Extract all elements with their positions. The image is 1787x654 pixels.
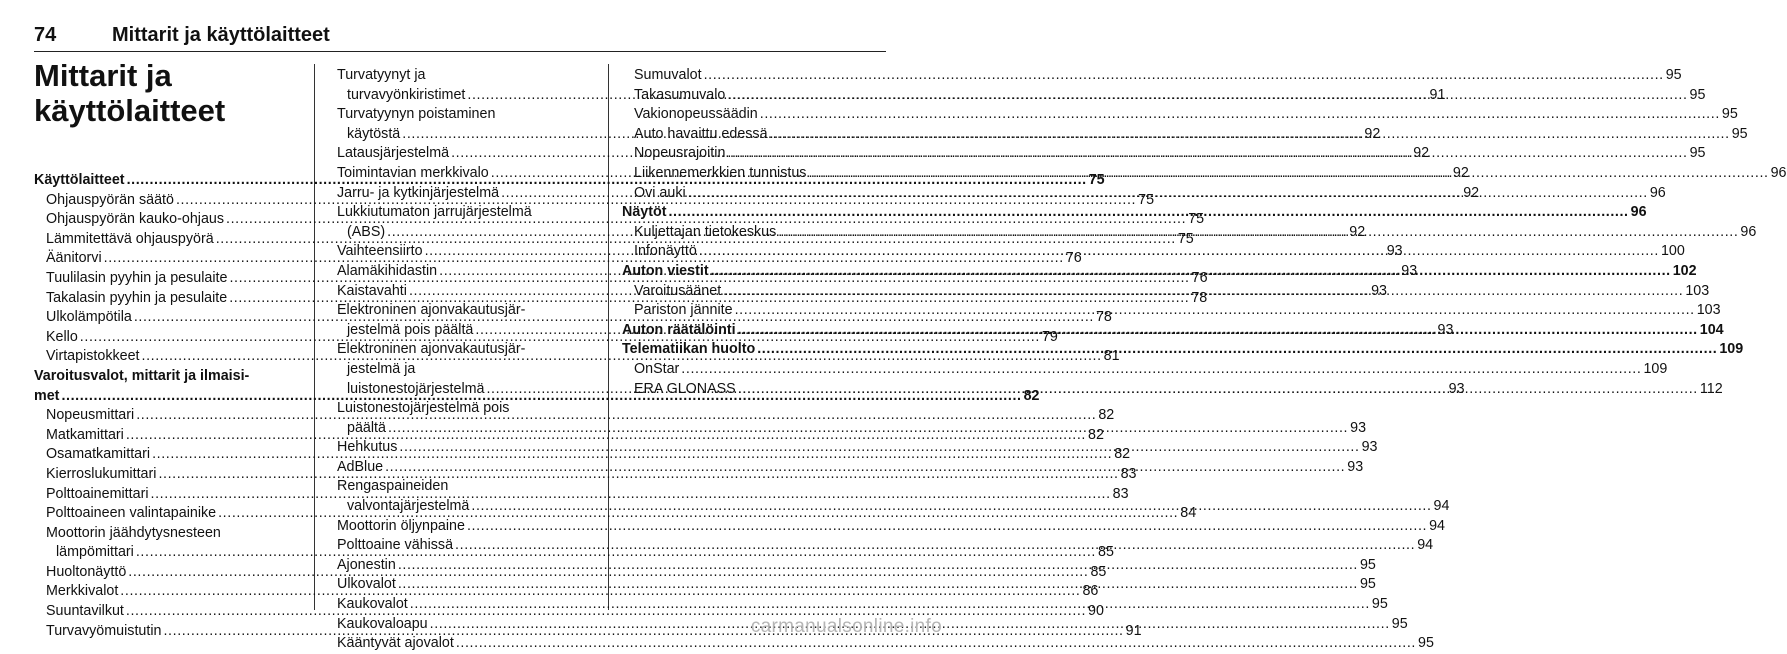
toc-page-number: 85 — [1090, 563, 1107, 580]
toc-entry-title: Käyttölaitteet — [34, 172, 125, 188]
toc-page-number: 109 — [1719, 341, 1744, 358]
toc-page-number: 94 — [1417, 537, 1434, 554]
toc-entry-title: Takasumuvalo — [634, 86, 726, 103]
toc-leader-dots — [699, 242, 1659, 262]
toc-leader-dots — [704, 66, 1664, 86]
toc-page-number: 75 — [1088, 172, 1105, 188]
toc-leader-dots — [735, 301, 1695, 321]
toc-page-number: 96 — [1630, 204, 1647, 221]
toc-page-number: 95 — [1418, 635, 1434, 652]
toc-entry — [622, 105, 1738, 125]
toc-page-number: 76 — [1191, 269, 1208, 286]
toc-page-number: 84 — [1180, 505, 1197, 522]
toc-page-number: 93 — [1371, 282, 1387, 299]
toc-entry-title: valvontajärjestelmä — [347, 498, 470, 515]
toc-entry — [337, 634, 1434, 654]
toc-page-number: 96 — [1770, 164, 1787, 181]
toc-leader-dots — [399, 438, 1359, 458]
toc-entry-row — [337, 517, 1446, 537]
toc-entry-row — [634, 66, 1682, 86]
toc-page-number: 91 — [1429, 86, 1446, 103]
toc-entry-title: Matkamittari — [46, 426, 124, 443]
toc-entry — [337, 517, 1446, 537]
toc-leader-dots — [738, 380, 1698, 400]
toc-page-number: 93 — [1401, 262, 1418, 279]
toc-entry-title: Polttoainemittari — [46, 485, 149, 502]
toc-entry-title: Ulkovalot — [337, 576, 396, 593]
toc-entry — [622, 66, 1682, 86]
toc-page-number: 92 — [1452, 164, 1469, 181]
toc-page-number: 82 — [1114, 446, 1131, 463]
toc-entry-title: Lämmitettävä ohjauspyörä — [46, 230, 214, 247]
page-title-line: käyttölaitteet — [34, 93, 226, 128]
toc-entry-line: Rengaspaineiden — [337, 478, 449, 495]
toc-page-number: 82 — [1088, 426, 1104, 443]
toc-entry-title: Varoitusäänet — [634, 282, 722, 299]
toc-entry-title: Ulkolämpötila — [46, 309, 132, 326]
toc-leader-dots — [727, 86, 1687, 106]
toc-entry-title: Infonäyttö — [634, 243, 697, 260]
page-header — [34, 22, 886, 52]
toc-page-number: 103 — [1696, 302, 1721, 319]
toc-entry-row — [634, 360, 1668, 380]
toc-entry-title: Huoltonäyttö — [46, 563, 127, 580]
toc-page-number: 82 — [1023, 387, 1040, 404]
toc-entry-title: päältä — [347, 419, 386, 436]
toc-entry-title: Liikennemerkkien tunnistus — [634, 164, 807, 181]
toc-leader-dots — [388, 419, 1348, 439]
toc-entry-line: Varoitusvalot, mittarit ja ilmaisi- — [34, 367, 250, 384]
toc-entry-line: Lukkiutumaton jarrujärjestelmä — [337, 204, 532, 221]
toc-entry-title: käytöstä — [347, 125, 401, 142]
toc-page-number: 78 — [1095, 309, 1112, 326]
toc-leader-dots — [760, 105, 1720, 125]
toc-page-number: 76 — [1065, 250, 1082, 267]
toc-page-number: 93 — [1386, 243, 1403, 260]
toc-leader-dots — [398, 556, 1358, 576]
toc-page-number: 96 — [1649, 184, 1666, 201]
toc-page-number: 75 — [1138, 191, 1155, 208]
toc-entry-title: Merkkivalot — [46, 583, 119, 600]
toc-page-number: 83 — [1120, 465, 1137, 482]
page-number: 74 — [34, 24, 57, 46]
toc-entry — [622, 360, 1668, 380]
toc-leader-dots — [757, 340, 1717, 360]
toc-page-number: 82 — [1098, 407, 1115, 424]
toc-page-number: 102 — [1672, 262, 1697, 279]
toc-entry-title: lämpömittari — [56, 544, 134, 561]
toc-entry-line: Elektroninen ajonvakautusjär- — [337, 341, 526, 358]
toc-entry-line: jestelmä ja — [347, 360, 416, 377]
page-title — [34, 58, 314, 128]
toc-page-number: 81 — [1103, 348, 1120, 365]
toc-entry-row — [634, 105, 1738, 125]
toc-page-number: 92 — [1364, 125, 1381, 142]
toc-entry-row — [337, 634, 1434, 654]
toc-leader-dots — [727, 144, 1687, 164]
toc-page-number: 112 — [1699, 380, 1723, 397]
toc-leader-dots — [385, 458, 1345, 478]
toc-entry-title: Pariston jännite — [634, 302, 733, 319]
page-title-line: Mittarit ja — [34, 58, 172, 93]
toc-page-number: 94 — [1429, 517, 1446, 534]
toc-page-number: 95 — [1371, 596, 1388, 613]
watermark: carmanualsonline.info — [750, 616, 942, 637]
toc-entry-title: Telematiikan huolto — [622, 341, 756, 358]
toc-leader-dots — [668, 203, 1628, 223]
toc-page-number: 93 — [1437, 321, 1454, 338]
toc-page-number: 95 — [1391, 615, 1408, 632]
toc-entry-title: Vaihteensiirto — [337, 243, 423, 260]
toc-entry-title: Vakionopeussäädin — [634, 106, 758, 123]
toc-leader-dots — [723, 282, 1683, 302]
toc-entry-title: Ohjauspyörän säätö — [46, 191, 174, 208]
toc-page-number: 93 — [1448, 380, 1465, 397]
toc-leader-dots — [688, 184, 1648, 204]
toc-entry-title: Suuntavilkut — [46, 603, 124, 620]
toc-page-number: 92 — [1463, 184, 1480, 201]
toc-page-number: 75 — [1177, 230, 1194, 247]
toc-entry-title: Kaukovalot — [337, 596, 408, 613]
header-title: Mittarit ja käyttölaitteet — [112, 24, 330, 46]
toc-leader-dots — [681, 360, 1641, 380]
toc-entry-title: Polttoaineen valintapainike — [46, 505, 217, 522]
toc-page-number: 92 — [1349, 223, 1366, 240]
toc-entry-title: Kaukovaloapu — [337, 615, 428, 632]
toc-page-number: 103 — [1685, 282, 1710, 299]
toc-page-number: 95 — [1731, 125, 1748, 142]
toc-page-number: 90 — [1088, 603, 1104, 620]
toc-page-number: 94 — [1433, 498, 1450, 515]
toc-entry-title: Auton räätälöinti — [622, 321, 736, 338]
toc-page-number: 92 — [1413, 145, 1430, 162]
toc-leader-dots — [471, 497, 1431, 517]
toc-page-number: 78 — [1191, 289, 1208, 306]
toc-entry-title: Toimintavian merkkivalo — [337, 164, 489, 181]
toc-page-number: 96 — [1740, 223, 1757, 240]
toc-entry-line: Moottorin jäähdytysnesteen — [46, 524, 221, 541]
toc-page-number: 93 — [1361, 439, 1378, 456]
toc-entry-line: Turvatyynyt ja — [337, 67, 426, 83]
toc-entry-title: ERA GLONASS — [634, 380, 736, 397]
toc-leader-dots — [711, 262, 1671, 282]
toc-page-number: 95 — [1665, 67, 1682, 83]
toc-page-number: 79 — [1041, 328, 1058, 345]
toc-page-number: 95 — [1721, 106, 1738, 123]
toc-page-number: 75 — [1188, 211, 1205, 228]
toc-entry-title: turvavyönkiristimet — [347, 86, 466, 103]
toc-page-number: 104 — [1699, 321, 1724, 338]
toc-entry-title: luistonestojärjestelmä — [347, 380, 485, 397]
toc-entry-line: Elektroninen ajonvakautusjär- — [337, 302, 526, 319]
toc-entry-title: Latausjärjestelmä — [337, 145, 450, 162]
toc-page-number: 93 — [1350, 419, 1367, 436]
toc-entry-title: Ovi auki — [634, 184, 686, 201]
toc-leader-dots — [778, 223, 1738, 243]
toc-entry-line: Luistonestojärjestelmä pois — [337, 400, 510, 417]
toc-page-number: 95 — [1689, 145, 1706, 162]
toc-entry-title: Polttoaine vähissä — [337, 537, 454, 554]
toc-leader-dots — [808, 164, 1768, 184]
toc-entry-title: Auto havaittu edessä — [634, 125, 768, 142]
toc-entry-title: Kaistavahti — [337, 282, 407, 299]
toc-entry-title: Alamäkihidastin — [337, 262, 438, 279]
toc-entry-title: Nopeusmittari — [46, 407, 135, 424]
toc-page-number: 95 — [1359, 556, 1376, 573]
toc-entry-title: Kello — [46, 328, 78, 345]
toc-entry-title: Ajonestin — [337, 556, 396, 573]
toc-entry-title: Auton viestit — [622, 262, 709, 279]
toc-entry-title: Virtapistokkeet — [46, 348, 140, 365]
toc-page-number: 85 — [1098, 544, 1114, 561]
toc-entry-title: Sumuvalot — [634, 67, 702, 83]
toc-entry-title: Kääntyvät ajovalot — [337, 635, 454, 652]
toc-entry-title: Nopeusrajoitin — [634, 145, 726, 162]
toc-page-number: 95 — [1359, 576, 1376, 593]
toc-page-number: 86 — [1082, 583, 1099, 600]
toc-leader-dots — [770, 125, 1730, 145]
toc-entry-title: Turvavyömuistutin — [46, 622, 162, 639]
toc-page-number: 91 — [1125, 622, 1142, 639]
toc-entry-title: Näytöt — [622, 204, 667, 221]
toc-page-number: 100 — [1660, 243, 1685, 260]
toc-entry-title: Kierroslukumittari — [46, 465, 157, 482]
toc-entry-title: Hehkutus — [337, 439, 398, 456]
toc-entry-title: jestelmä pois päältä — [347, 321, 474, 338]
toc-entry-title: Moottorin öljynpaine — [337, 517, 465, 534]
toc-entry-title: Jarru- ja kytkinjärjestelmä — [337, 184, 500, 201]
toc-entry-title: Ohjauspyörän kauko-ohjaus — [46, 211, 225, 228]
toc-page-number: 109 — [1643, 360, 1668, 377]
toc-page-number: 93 — [1347, 458, 1364, 475]
toc-leader-dots — [455, 536, 1415, 556]
toc-entry-title: met — [34, 387, 60, 404]
toc-entry-title: Tuulilasin pyyhin ja pesulaite — [46, 269, 228, 286]
toc-leader-dots — [467, 517, 1427, 537]
toc-page-number: 95 — [1689, 86, 1706, 103]
toc-entry-title: AdBlue — [337, 458, 384, 475]
toc-entry-line: Turvatyynyn poistaminen — [337, 106, 496, 123]
toc-entry-title: OnStar — [634, 360, 680, 377]
toc-entry-title: Osamatkamittari — [46, 446, 151, 463]
toc-page-number: 83 — [1112, 485, 1129, 502]
toc-leader-dots — [738, 321, 1698, 341]
toc-entry-title: Takalasin pyyhin ja pesulaite — [46, 289, 228, 306]
toc-leader-dots — [398, 575, 1358, 595]
toc-entry-title: Kuljettajan tietokeskus — [634, 223, 777, 240]
toc-entry-title: (ABS) — [347, 223, 386, 240]
toc-leader-dots — [410, 595, 1370, 615]
toc-entry-title: Äänitorvi — [46, 250, 102, 267]
